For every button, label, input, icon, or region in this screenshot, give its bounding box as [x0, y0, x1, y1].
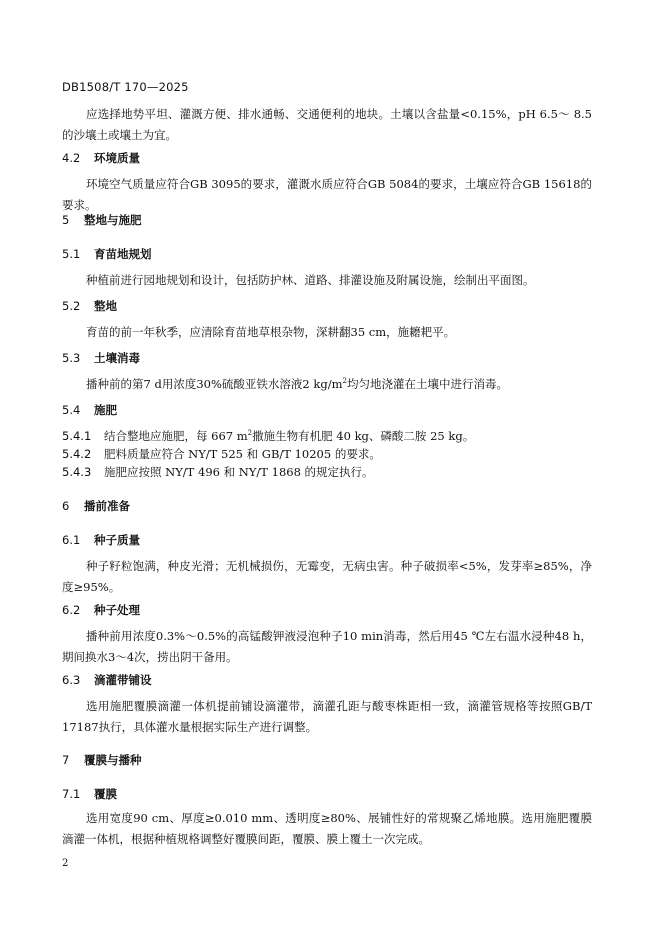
heading-title: 种子处理 — [94, 603, 140, 617]
heading-4-2 — [62, 148, 592, 169]
heading-5-3 — [62, 348, 592, 369]
item-text-a: 结合整地应施肥，每 667 m — [104, 429, 248, 443]
item-number: 5.4.1 — [62, 429, 92, 443]
heading-title: 土壤消毒 — [94, 351, 140, 365]
item-number: 5.4.3 — [62, 465, 92, 479]
superscript: 2 — [342, 377, 347, 386]
superscript: 2 — [247, 429, 253, 438]
heading-title: 种子质量 — [94, 533, 140, 547]
heading-title: 育苗地规划 — [94, 247, 152, 261]
section-5-2-body: 育苗的前一年秋季，应清除育苗地草根杂物，深耕翻35 cm，施耱耙平。 — [86, 325, 456, 339]
page-number: 2 — [62, 858, 69, 869]
heading-number: 5 — [62, 213, 70, 227]
item-number: 5.4.2 — [62, 447, 92, 461]
heading-title: 整地 — [94, 299, 117, 313]
heading-title: 环境质量 — [94, 151, 140, 165]
item-text: 肥料质量应符合 NY/T 525 和 GB/T 10205 的要求。 — [104, 447, 381, 461]
section-6-3-body: 选用施肥覆膜滴灌一体机提前铺设滴灌带，滴灌孔距与酸枣株距相一致，滴灌管规格等按照GB/T 17187执行，具体灌水量根据实际生产进行调整。 — [62, 699, 592, 734]
heading-number: 7 — [62, 753, 70, 767]
section-6-2-body: 播种前用浓度0.3%～0.5%的高锰酸钾液浸泡种子10 min消毒，然后用45 ℃左右温水浸种48 h，期间换水3～4次，捞出阴干备用。 — [62, 629, 592, 664]
heading-6 — [62, 496, 592, 517]
item-5-4-3 — [62, 462, 592, 483]
section-4-2-body: 环境空气质量应符合GB 3095的要求，灌溉水质应符合GB 5084的要求，土壤应符合GB 15618的要求。 — [62, 177, 592, 212]
heading-title: 播前准备 — [84, 499, 130, 513]
heading-7-1 — [62, 784, 592, 805]
section-7-1-body: 选用宽度90 cm、厚度≥0.010 mm、透明度≥80%、展铺性好的常规聚乙烯地膜。选用施肥覆膜滴灌一体机，根据种植规格调整好覆膜间距，覆膜、膜上覆土一次完成。 — [62, 811, 592, 846]
heading-number: 6.2 — [62, 603, 81, 617]
heading-title: 施肥 — [94, 403, 117, 417]
section-5-1-body: 种植前进行园地规划和设计，包括防护林、道路、排灌设施及附属设施，绘制出平面图。 — [86, 273, 535, 287]
section-5-3-body — [62, 374, 592, 395]
heading-5 — [62, 210, 592, 231]
heading-6-2 — [62, 600, 592, 621]
heading-title: 覆膜 — [94, 787, 117, 801]
heading-number: 6.3 — [62, 673, 81, 687]
heading-number: 5.3 — [62, 351, 81, 365]
item-text: 施肥应按照 NY/T 496 和 NY/T 1868 的规定执行。 — [104, 465, 374, 479]
heading-6-1 — [62, 530, 592, 551]
section-6-1-body: 种子籽粒饱满，种皮光滑；无机械损伤，无霉变，无病虫害。种子破损率<5%，发芽率≥85%，净度≥95%。 — [62, 559, 592, 594]
heading-number: 7.1 — [62, 787, 81, 801]
heading-7 — [62, 750, 592, 771]
heading-title: 覆膜与播种 — [84, 753, 142, 767]
document-id: DB1508/T 170—2025 — [62, 80, 189, 94]
item-text-b: 撒施生物有机肥 40 kg、磷酸二胺 25 kg。 — [252, 429, 475, 443]
heading-number: 5.1 — [62, 247, 81, 261]
heading-6-3 — [62, 670, 592, 691]
heading-5-2 — [62, 296, 592, 317]
body-text-a: 播种前的第7 d用浓度30%硫酸亚铁水溶液2 kg/m — [86, 377, 343, 391]
heading-number: 6 — [62, 499, 70, 513]
heading-title: 整地与施肥 — [84, 213, 142, 227]
heading-5-1 — [62, 244, 592, 265]
heading-number: 4.2 — [62, 151, 81, 165]
heading-number: 5.4 — [62, 403, 81, 417]
body-text-b: 均匀地浇灌在土壤中进行消毒。 — [346, 377, 508, 391]
heading-5-4 — [62, 400, 592, 421]
heading-number: 6.1 — [62, 533, 81, 547]
heading-title: 滴灌带铺设 — [94, 673, 152, 687]
heading-number: 5.2 — [62, 299, 81, 313]
section-4-1-body: 应选择地势平坦、灌溉方便、排水通畅、交通便利的地块。土壤以含盐量<0.15%，pH 6.5～ 8.5的沙壤土或壤土为宜。 — [62, 107, 592, 142]
